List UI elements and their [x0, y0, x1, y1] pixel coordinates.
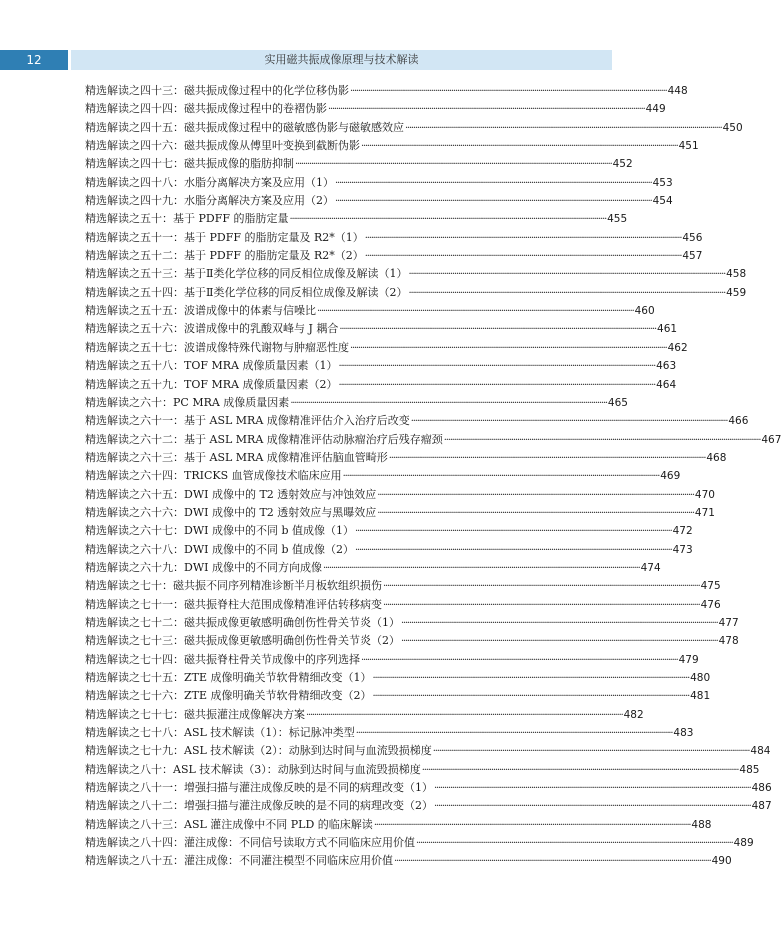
toc-leader-dots: ································································································································································ — [364, 232, 682, 244]
toc-leader-dots: ································································································································································ — [388, 452, 706, 464]
toc-entry-title: 精选解读之七十二：磁共振成像更敏感明确创伤性骨关节炎（1） — [85, 615, 400, 629]
toc-entry[interactable] — [85, 357, 677, 375]
toc-entry-title: 精选解读之四十八：水脂分离解决方案及应用（1） — [85, 175, 334, 189]
toc-entry[interactable] — [85, 100, 666, 118]
toc-entry-page: 464 — [656, 378, 677, 391]
toc-entry-page: 475 — [700, 580, 721, 593]
toc-entry-title: 精选解读之八十：ASL 技术解读（3）：动脉到达时间与血流毁损梯度 — [85, 762, 421, 776]
toc-entry-title: 精选解读之五十七：波谱成像特殊代谢物与肿瘤恶性度 — [85, 340, 349, 354]
toc-leader-dots: ································································································································································ — [401, 617, 718, 629]
toc-entry[interactable] — [85, 394, 628, 412]
toc-entry-title: 精选解读之五十二：基于 PDFF 的脂肪定量及 R2*（2） — [85, 249, 364, 263]
toc-leader-dots: ································································································································································ — [408, 269, 726, 281]
toc-leader-dots: ································································································································································ — [339, 324, 657, 336]
toc-entry-page: 478 — [718, 635, 739, 648]
toc-leader-dots: ································································································································································ — [290, 397, 607, 409]
toc-entry[interactable] — [85, 339, 688, 357]
toc-entry[interactable] — [85, 596, 721, 614]
toc-entry[interactable] — [85, 541, 693, 559]
toc-entry-title: 精选解读之五十八：TOF MRA 成像质量因素（1） — [85, 359, 338, 373]
toc-entry[interactable] — [85, 210, 628, 228]
toc-entry[interactable] — [85, 119, 743, 137]
toc-entry-page: 489 — [733, 837, 754, 850]
toc-entry[interactable] — [85, 651, 699, 669]
toc-entry-page: 449 — [645, 103, 666, 116]
toc-entry-title: 精选解读之五十三：基于Ⅱ类化学位移的同反相位成像及解读（1） — [85, 267, 408, 281]
toc-entry[interactable] — [85, 687, 711, 705]
toc-leader-dots: ································································································································································ — [338, 361, 656, 373]
toc-leader-dots: ································································································································································ — [350, 342, 667, 354]
toc-entry-page: 481 — [690, 690, 711, 703]
toc-entry-page: 469 — [660, 470, 681, 483]
toc-entry-page: 450 — [722, 121, 743, 134]
toc-entry-page: 460 — [634, 305, 655, 318]
toc-entry[interactable] — [85, 467, 681, 485]
toc-entry-page: 477 — [718, 616, 739, 629]
toc-leader-dots: ································································································································································ — [317, 306, 634, 318]
toc-leader-dots: ································································································································································ — [295, 159, 612, 171]
toc-entry[interactable] — [85, 632, 739, 650]
toc-entry[interactable] — [85, 82, 688, 100]
toc-entry-page: 453 — [652, 176, 673, 189]
toc-leader-dots: ································································································································································ — [377, 489, 694, 501]
toc-entry-title: 精选解读之四十九：水脂分离解决方案及应用（2） — [85, 194, 334, 208]
toc-entry[interactable] — [85, 431, 781, 449]
toc-leader-dots: ································································································································································ — [434, 783, 751, 795]
toc-entry[interactable] — [85, 137, 699, 155]
toc-entry-page: 483 — [673, 727, 694, 740]
toc-entry-page: 467 — [761, 433, 781, 446]
toc-entry-title: 精选解读之八十一：增强扫描与灌注成像反映的是不同的病理改变（1） — [85, 781, 433, 795]
toc-entry-title: 精选解读之六十九：DWI 成像中的不同方向成像 — [85, 560, 322, 574]
toc-entry-page: 484 — [750, 745, 771, 758]
toc-entry-title: 精选解读之六十一：基于 ASL MRA 成像精准评估介入治疗后改变 — [85, 414, 410, 428]
toc-leader-dots: ································································································································································ — [405, 122, 722, 134]
toc-entry-title: 精选解读之六十三：基于 ASL MRA 成像精准评估脑血管畸形 — [85, 450, 388, 464]
toc-entry-page: 468 — [706, 451, 727, 464]
toc-entry-title: 精选解读之七十七：磁共振灌注成像解决方案 — [85, 707, 305, 721]
toc-leader-dots: ································································································································································ — [335, 196, 652, 208]
toc-entry-title: 精选解读之八十五：灌注成像：不同灌注模型不同临床应用价值 — [85, 854, 393, 868]
toc-leader-dots: ································································································································································ — [421, 764, 739, 776]
toc-leader-dots: ································································································································································ — [355, 728, 673, 740]
toc-entry[interactable] — [85, 412, 749, 430]
toc-entry-title: 精选解读之六十六：DWI 成像中的 T2 透射效应与黑曝效应 — [85, 505, 377, 519]
toc-entry-page: 452 — [612, 158, 633, 171]
toc-leader-dots: ································································································································································ — [289, 214, 607, 226]
toc-entry-title: 精选解读之六十：PC MRA 成像质量因素 — [85, 395, 290, 409]
toc-entry[interactable] — [85, 797, 772, 815]
toc-entry-title: 精选解读之五十五：波谱成像中的体素与信噪比 — [85, 304, 316, 318]
toc-entry[interactable] — [85, 284, 747, 302]
toc-entry-page: 473 — [672, 543, 693, 556]
toc-entry-page: 488 — [691, 818, 712, 831]
toc-entry[interactable] — [85, 779, 772, 797]
toc-entry-title: 精选解读之七十九：ASL 技术解读（2）：动脉到达时间与血流毁损梯度 — [85, 744, 432, 758]
toc-entry[interactable] — [85, 761, 760, 779]
toc-entry[interactable] — [85, 376, 677, 394]
toc-entry-page: 476 — [700, 598, 721, 611]
toc-leader-dots: ································································································································································ — [335, 177, 652, 189]
toc-entry-page: 451 — [678, 140, 699, 153]
toc-entry[interactable] — [85, 247, 703, 265]
toc-entry-page: 471 — [694, 506, 715, 519]
toc-entry[interactable] — [85, 486, 715, 504]
toc-entry-title: 精选解读之四十四：磁共振成像过程中的卷褶伪影 — [85, 102, 327, 116]
table-of-contents — [85, 82, 781, 871]
page-number: 12 — [0, 50, 68, 70]
toc-entry-page: 470 — [694, 488, 715, 501]
toc-entry-page: 459 — [726, 286, 747, 299]
toc-leader-dots: ································································································································································ — [355, 544, 672, 556]
toc-leader-dots: ································································································································································ — [394, 856, 711, 868]
toc-entry[interactable] — [85, 852, 732, 870]
toc-leader-dots: ································································································································································ — [377, 507, 694, 519]
toc-entry-title: 精选解读之六十八：DWI 成像中的不同 b 值成像（2） — [85, 542, 354, 556]
toc-leader-dots: ································································································································································ — [306, 709, 623, 721]
toc-entry[interactable] — [85, 522, 693, 540]
toc-entry-title: 精选解读之七十五：ZTE 成像明确关节软骨精细改变（1） — [85, 671, 372, 684]
toc-entry[interactable] — [85, 320, 678, 338]
toc-leader-dots: ································································································································································ — [328, 104, 645, 116]
toc-leader-dots: ································································································································································ — [383, 581, 700, 593]
toc-entry[interactable] — [85, 155, 633, 173]
toc-leader-dots: ································································································································································ — [434, 801, 751, 813]
toc-entry-page: 486 — [751, 782, 772, 795]
toc-leader-dots: ································································································································································ — [373, 819, 691, 831]
toc-entry[interactable] — [85, 302, 655, 320]
toc-entry-page: 461 — [657, 323, 678, 336]
toc-entry-page: 485 — [739, 763, 760, 776]
toc-entry-title: 精选解读之七十六：ZTE 成像明确关节软骨精细改变（2） — [85, 689, 372, 703]
toc-leader-dots: ································································································································································ — [383, 599, 700, 611]
toc-leader-dots: ································································································································································ — [443, 434, 761, 446]
toc-leader-dots: ································································································································································ — [338, 379, 656, 391]
toc-leader-dots: ································································································································································ — [432, 746, 750, 758]
toc-leader-dots: ································································································································································ — [410, 416, 728, 428]
toc-leader-dots: ································································································································································ — [372, 673, 690, 684]
toc-entry-title: 精选解读之五十九：TOF MRA 成像质量因素（2） — [85, 377, 338, 391]
toc-entry[interactable] — [85, 724, 694, 742]
toc-entry[interactable] — [85, 229, 703, 247]
toc-entry-title: 精选解读之六十七：DWI 成像中的不同 b 值成像（1） — [85, 524, 354, 538]
toc-entry-title: 精选解读之七十八：ASL 技术解读（1）：标记脉冲类型 — [85, 726, 355, 740]
toc-entry-title: 精选解读之六十四：TRICKS 血管成像技术临床应用 — [85, 469, 342, 483]
toc-entry[interactable] — [85, 577, 721, 595]
toc-entry-title: 精选解读之四十七：磁共振成像的脂肪抑制 — [85, 157, 294, 171]
toc-leader-dots: ································································································································································ — [408, 287, 726, 299]
toc-entry-title: 精选解读之八十三：ASL 灌注成像中不同 PLD 的临床解读 — [85, 817, 373, 831]
toc-leader-dots: ································································································································································ — [322, 562, 640, 574]
toc-entry[interactable] — [85, 174, 673, 192]
toc-entry-title: 精选解读之八十四：灌注成像：不同信号读取方式不同临床应用价值 — [85, 836, 415, 850]
toc-entry-title: 精选解读之六十二：基于 ASL MRA 成像精准评估动脉瘤治疗后残存瘤颈 — [85, 432, 443, 446]
toc-entry[interactable] — [85, 504, 715, 522]
toc-entry[interactable] — [85, 834, 754, 852]
toc-entry-title: 精选解读之七十四：磁共振脊柱骨关节成像中的序列选择 — [85, 652, 360, 666]
page-header — [0, 50, 700, 70]
toc-entry-page: 448 — [667, 85, 688, 97]
toc-entry-title: 精选解读之五十一：基于 PDFF 的脂肪定量及 R2*（1） — [85, 230, 364, 244]
toc-entry-title: 精选解读之七十三：磁共振成像更敏感明确创伤性骨关节炎（2） — [85, 634, 400, 648]
toc-entry-title: 精选解读之六十五：DWI 成像中的 T2 透射效应与冲蚀效应 — [85, 487, 377, 501]
toc-entry-title: 精选解读之七十一：磁共振脊柱大范围成像精准评估转移病变 — [85, 597, 382, 611]
toc-entry-title: 精选解读之五十：基于 PDFF 的脂肪定量 — [85, 212, 289, 226]
toc-entry-page: 456 — [682, 231, 703, 244]
toc-entry-title: 精选解读之七十：磁共振不同序列精准诊断半月板软组织损伤 — [85, 579, 382, 593]
toc-entry-page: 479 — [678, 653, 699, 666]
toc-entry-page: 458 — [726, 268, 747, 281]
toc-entry[interactable] — [85, 449, 727, 467]
toc-entry-page: 462 — [667, 341, 688, 354]
toc-leader-dots: ································································································································································ — [361, 654, 678, 666]
toc-entry-page: 474 — [640, 561, 661, 574]
toc-entry-title: 精选解读之五十四：基于Ⅱ类化学位移的同反相位成像及解读（2） — [85, 285, 408, 299]
toc-entry-page: 487 — [751, 800, 772, 813]
toc-leader-dots: ································································································································································ — [364, 251, 682, 263]
toc-entry-page: 472 — [672, 525, 693, 538]
toc-leader-dots: ································································································································································ — [372, 691, 690, 703]
toc-entry[interactable] — [85, 669, 711, 687]
toc-entry-page: 455 — [607, 213, 628, 226]
toc-entry-page: 454 — [652, 195, 673, 208]
toc-entry[interactable] — [85, 706, 644, 724]
toc-leader-dots: ································································································································································ — [401, 636, 718, 648]
toc-entry-title: 精选解读之四十六：磁共振成像从傅里叶变换到截断伪影 — [85, 139, 360, 153]
toc-entry[interactable] — [85, 265, 747, 283]
toc-entry[interactable] — [85, 559, 661, 577]
toc-entry[interactable] — [85, 816, 712, 834]
toc-leader-dots: ································································································································································ — [342, 471, 660, 483]
toc-entry[interactable] — [85, 742, 771, 760]
toc-leader-dots: ································································································································································ — [361, 141, 678, 153]
toc-entry-page: 463 — [656, 360, 677, 373]
toc-leader-dots: ································································································································································ — [350, 86, 667, 97]
toc-entry-title: 精选解读之五十六：波谱成像中的乳酸双峰与 J 耦合 — [85, 322, 339, 336]
toc-entry-page: 480 — [690, 672, 711, 684]
book-title: 实用磁共振成像原理与技术解读 — [71, 50, 612, 70]
toc-leader-dots: ································································································································································ — [355, 526, 672, 538]
toc-leader-dots: ································································································································································ — [416, 838, 733, 850]
toc-entry-title: 精选解读之八十二：增强扫描与灌注成像反映的是不同的病理改变（2） — [85, 799, 433, 813]
toc-entry-page: 465 — [607, 396, 628, 409]
toc-entry-title: 精选解读之四十五：磁共振成像过程中的磁敏感伪影与磁敏感效应 — [85, 120, 404, 134]
toc-entry-page: 490 — [711, 855, 732, 868]
toc-entry[interactable] — [85, 614, 739, 632]
toc-entry-page: 466 — [728, 415, 749, 428]
toc-entry-page: 482 — [623, 708, 644, 721]
toc-entry[interactable] — [85, 192, 673, 210]
toc-entry-title: 精选解读之四十三：磁共振成像过程中的化学位移伪影 — [85, 84, 349, 97]
toc-entry-page: 457 — [682, 250, 703, 263]
